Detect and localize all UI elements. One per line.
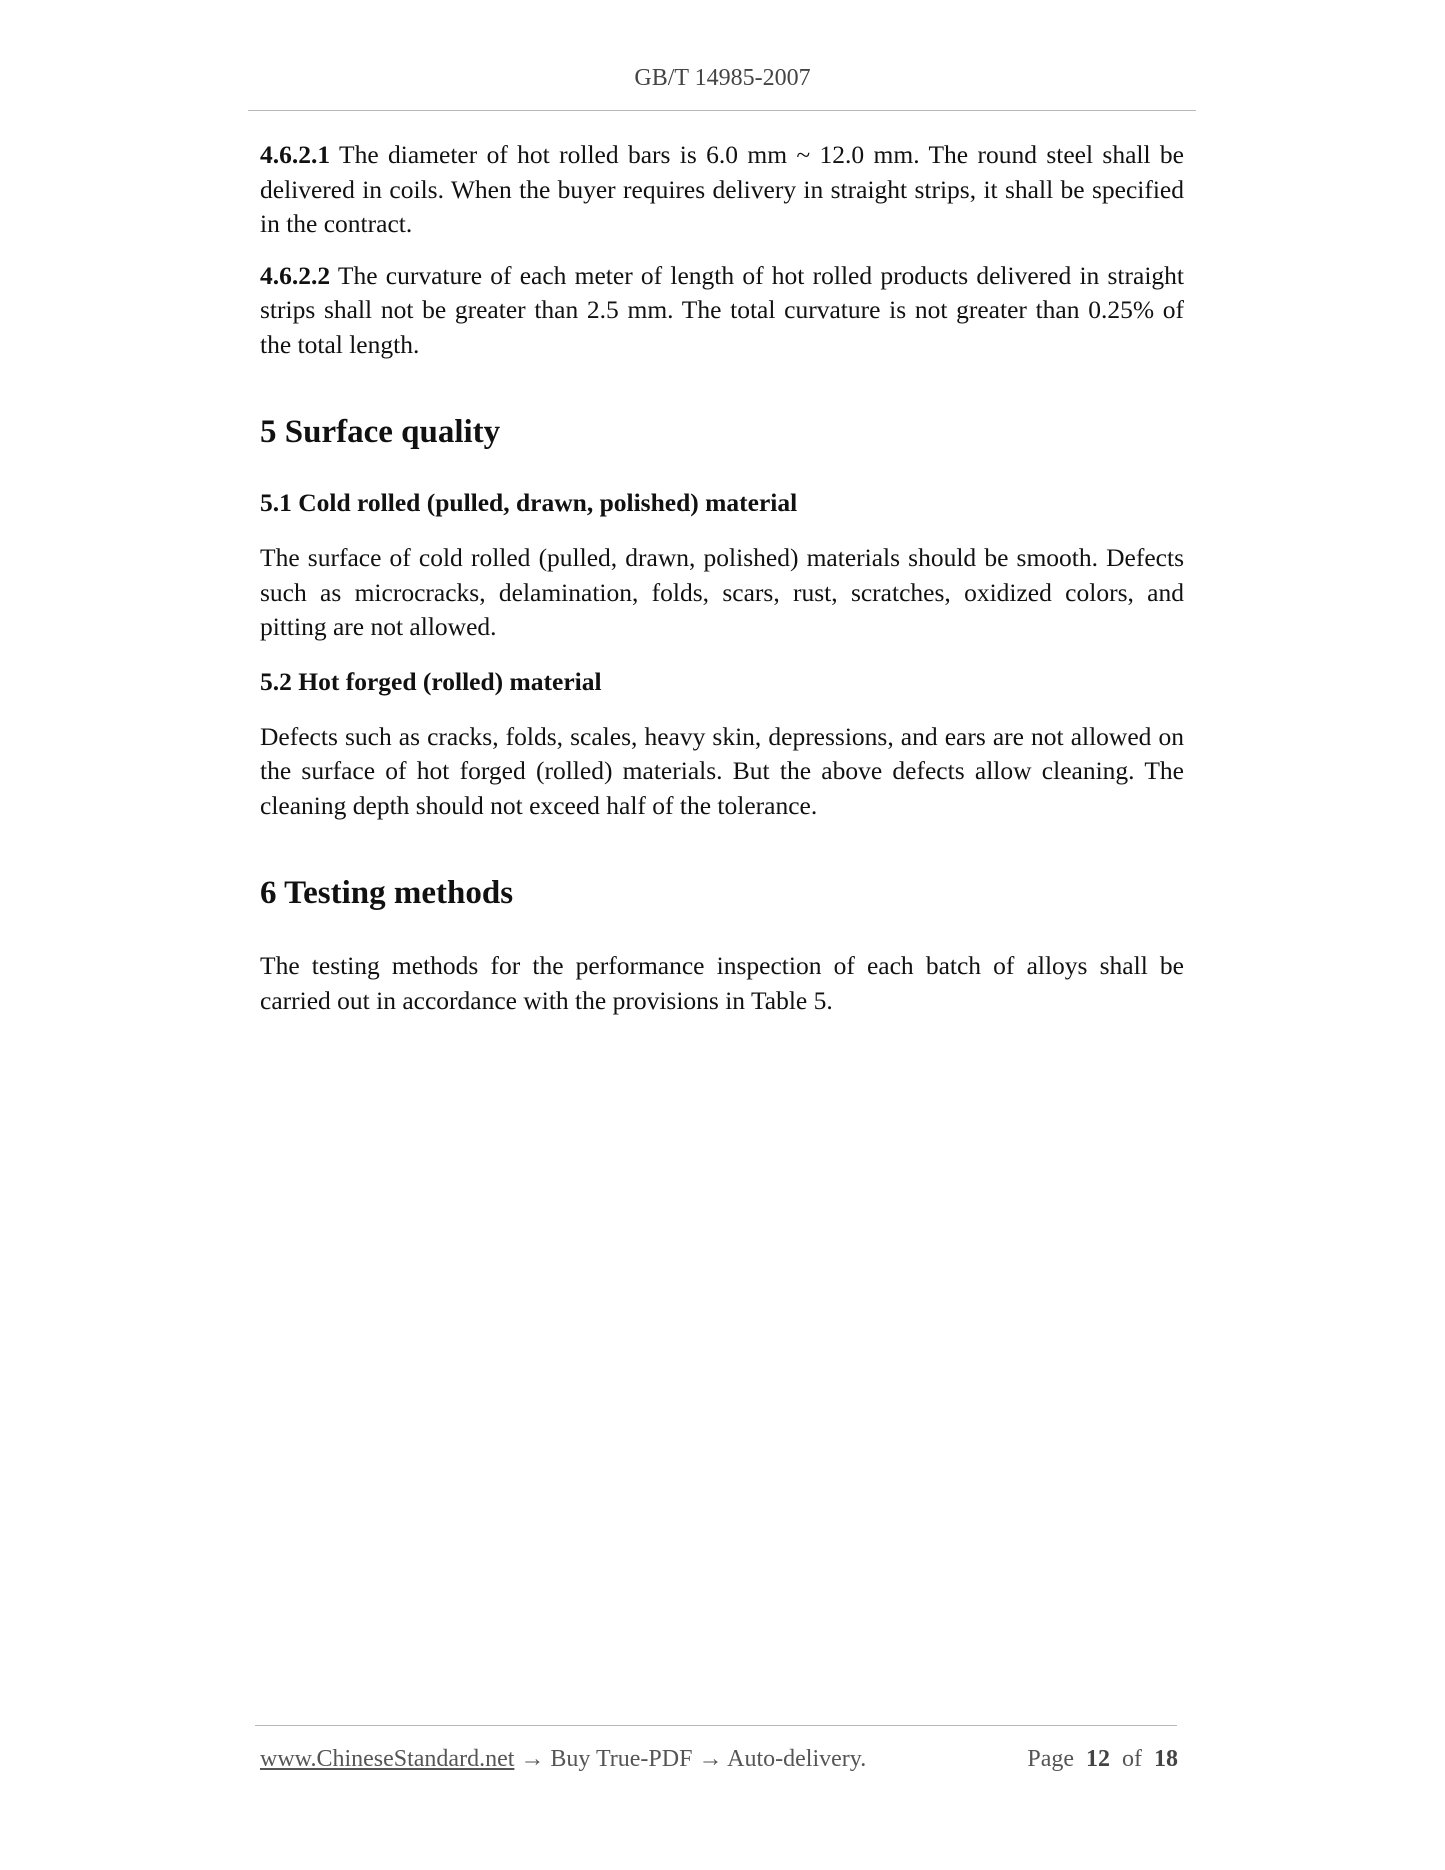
document-code-header: GB/T 14985-2007: [634, 65, 811, 91]
footer-promo: [260, 1744, 866, 1774]
clause-text: The curvature of each meter of length of hot rolled products delivered in straight strips shall not be greater than 2.5 mm. The total curvature is not greater than 0.25% of the total length.: [260, 260, 1184, 359]
clause-4-6-2-1: [260, 138, 1184, 242]
section-6-text: The testing methods for the performance inspection of each batch of alloys shall be carried out in accordance with the provisions in Table 5.: [260, 951, 1184, 1015]
section-6-heading: 6 Testing methods: [260, 875, 514, 911]
website-link[interactable]: www.ChineseStandard.net: [260, 1746, 515, 1772]
clause-number: 4.6.2.2: [260, 260, 331, 290]
clause-4-6-2-2: [260, 259, 1184, 363]
arrow-right-icon: →: [520, 1746, 545, 1772]
page-content: [260, 138, 1184, 1018]
arrow-right-icon: →: [698, 1746, 723, 1772]
section-5-1-text: The surface of cold rolled (pulled, drawn, polished) materials should be smooth. Defects such as microcracks, delamination, folds, scars, rust, scratches, oxidized colors, and pitting are not allowed.: [260, 543, 1184, 641]
buy-pdf-text: Buy True-PDF: [550, 1746, 693, 1772]
current-page: 12: [1086, 1746, 1110, 1772]
total-pages: 18: [1154, 1746, 1178, 1772]
section-5-heading: 5 Surface quality: [260, 414, 501, 450]
footer-divider: [255, 1725, 1177, 1726]
section-5-2-text: Defects such as cracks, folds, scales, heavy skin, depressions, and ears are not allowed on the surface of hot forged (rolled) materials. But the above defects allow cleaning. The cleaning depth should not exceed half of the tolerance.: [260, 721, 1184, 820]
auto-delivery-text: Auto-delivery.: [727, 1746, 867, 1772]
section-5-2-heading: 5.2 Hot forged (rolled) material: [260, 666, 602, 696]
page-label: Page: [1027, 1746, 1074, 1772]
page-footer: [260, 1744, 1178, 1774]
clause-number: 4.6.2.1: [260, 140, 331, 169]
page-number: [1027, 1744, 1178, 1774]
section-5-1-heading: 5.1 Cold rolled (pulled, drawn, polished) material: [260, 488, 798, 517]
header-divider: [248, 110, 1196, 111]
of-label: of: [1122, 1746, 1142, 1772]
clause-text: The diameter of hot rolled bars is 6.0 mm ~ 12.0 mm. The round steel shall be delivered in coils. When the buyer requires delivery in straight strips, it shall be specified in the contract.: [260, 140, 1184, 238]
